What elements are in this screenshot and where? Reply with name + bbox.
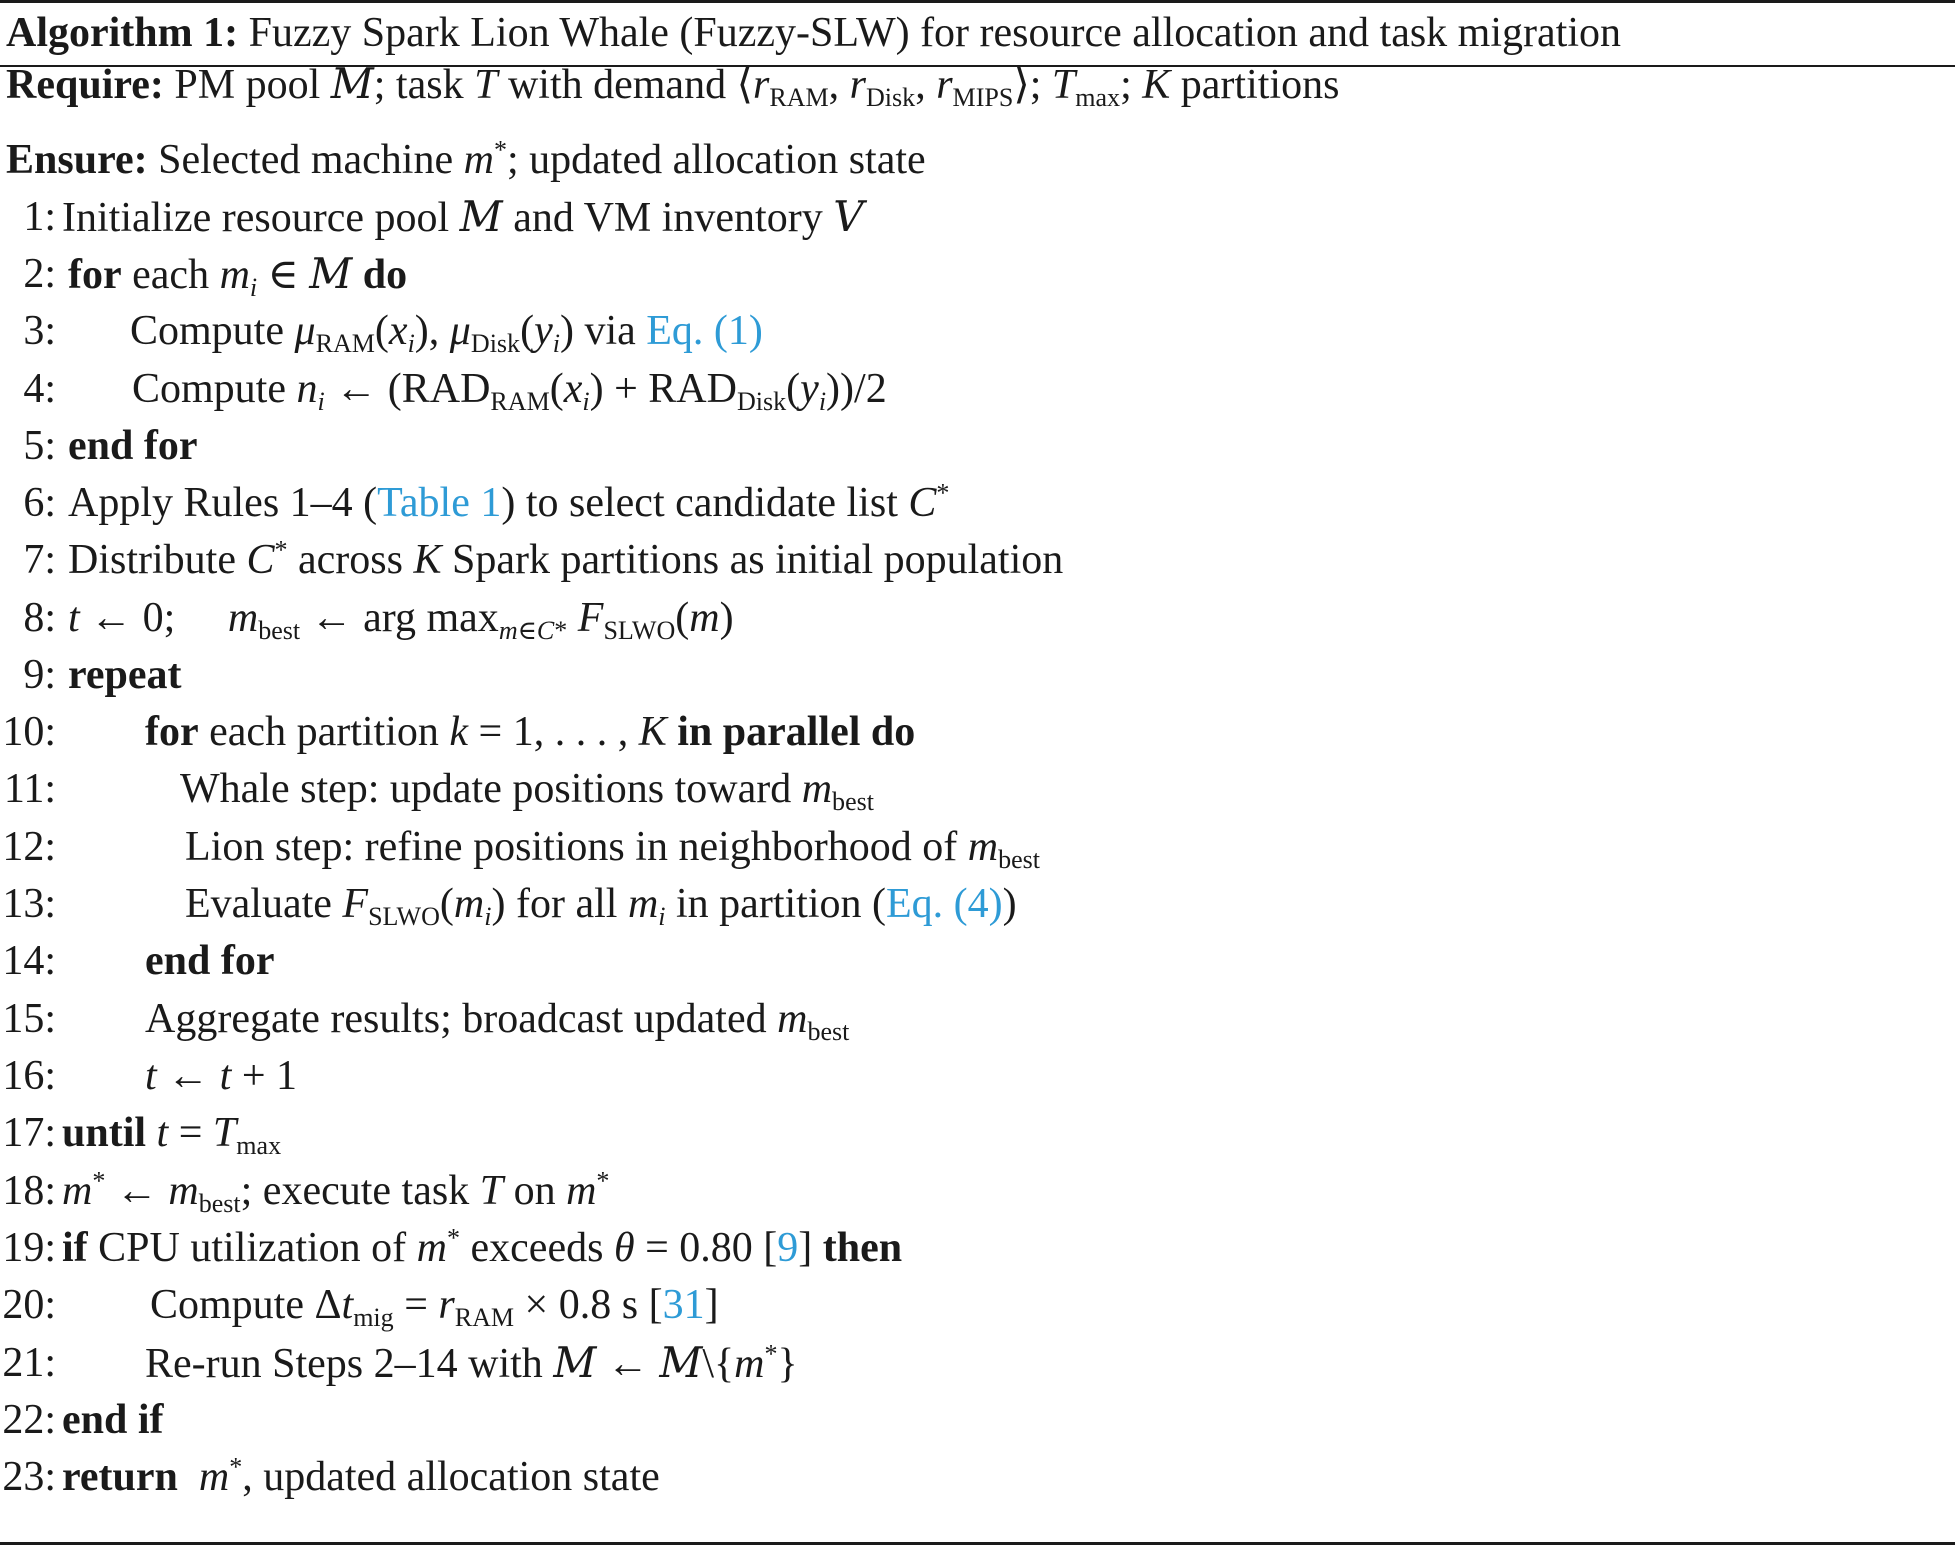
step-text: Re-run Steps 2–14 with [145, 1341, 543, 1387]
step-text: via [584, 308, 636, 354]
citation-link[interactable]: 31 [662, 1282, 705, 1328]
line-number: 20: [2, 1282, 56, 1328]
keyword: repeat [68, 652, 182, 698]
caption-text: Fuzzy Spark Lion Whale (Fuzzy-SLW) for resource allocation and task migration [248, 10, 1621, 56]
keyword: end for [68, 423, 198, 469]
line-number: 14: [2, 938, 56, 984]
step-text: Whale step: update positions toward [180, 766, 792, 812]
step-text: on [513, 1168, 556, 1214]
line-number: 7: [23, 537, 56, 583]
step-text: for all [515, 881, 618, 927]
line-number: 21: [2, 1340, 56, 1386]
line-number: 15: [2, 996, 56, 1042]
line-number: 18: [2, 1168, 56, 1214]
step-text: ] [704, 1282, 719, 1328]
line-number: 5: [23, 423, 56, 469]
step-text: across [298, 537, 403, 583]
citation-link[interactable]: 9 [777, 1225, 799, 1271]
step-text: Compute [132, 366, 286, 412]
keyword: end for [145, 938, 275, 984]
line-number: 16: [2, 1053, 56, 1099]
caption-label: Algorithm 1: [6, 10, 239, 56]
bottom-rule [0, 1542, 1955, 1545]
line-number: 10: [2, 709, 56, 755]
line-number: 6: [23, 480, 56, 526]
keyword: return [62, 1454, 178, 1500]
require-partitions: partitions [1180, 62, 1340, 108]
require-task: ; task [373, 62, 464, 108]
step-text: Evaluate [185, 881, 332, 927]
table-link[interactable]: Table 1 [377, 480, 502, 526]
line-number: 12: [2, 824, 56, 870]
require-pm-pool: PM pool [174, 62, 321, 108]
ensure-line: Ensure: Selected machine m*; updated allocation state [6, 135, 926, 183]
keyword: then [822, 1225, 903, 1271]
step-text: Initialize resource pool [62, 195, 450, 241]
step-text: Apply Rules 1–4 ( [68, 480, 378, 526]
line-number: 2: [23, 251, 56, 297]
algorithm-block: Algorithm 1: Fuzzy Spark Lion Whale (Fuzzy-SLW) for resource allocation and task migration Require: PM pool M; task T with demand $⟨r_{RAM}$, $r_{Disk}$, $r_{MIPS}⟩$; $T_{max}$; K partitions Ensure: Selected machine m*; updated allocation state 1: Initialize resource pool M and VM inventory V 2: for each $m_i$ ∈ M do 3: Compute $\mu_{RAM}(x_i)$, $\mu_{Disk}(y_i)$ via Eq. (1) 4: Compute $n_i$ ← $(RAD_{RAM}(x_i) + RAD_{Disk}(y_i))/2$ 5: end for 6: Apply Rules 1–4 (Table 1) to select candidate list C* 7: Distribute C* across K Spark partitions as initial population 8: t ← 0; $m_{best}$ ← arg $\max_{m\in C*} F_{SLWO}(m)$ 9: repeat 10: for each partition k = 1, . . . , K in parallel do 11: Whale step: update positions toward $m_{best}$ 12: Lion step: refine positions in neighborhood of $m_{best}$ 13: Evaluate $F_{SLWO}(m_i)$ for all $m_i$ in partition (Eq. (4)) 14: end for 15: Aggregate results; broadcast updated $m_{best}$ 16: t ← t + 1 17: until $t = T_{max}$ 18: m* ← $m_{best}$; execute task T on m* 19: if CPU utilization of m* exceeds θ = 0.80 [9] then 20: Compute $\Delta t_{mig} = r_{RAM} \times 0.8$ s [31] 21: Re-run Steps 2–14 with M ← M\{m*} 22: end if 23: return m*, updated allocation state [0, 0, 1959, 1548]
step-text: CPU utilization of [98, 1225, 407, 1271]
line-number: 9: [23, 652, 56, 698]
keyword: end if [62, 1397, 164, 1443]
top-rule [0, 0, 1955, 3]
line-number: 8: [23, 595, 56, 641]
line-number: 13: [2, 881, 56, 927]
step-text: Compute Δ [150, 1282, 342, 1328]
step-text: ) [1002, 881, 1017, 927]
line-number: 1: [23, 194, 56, 240]
algorithm-caption [6, 4, 1621, 62]
step-text: , updated allocation state [242, 1454, 660, 1500]
line-number: 19: [2, 1225, 56, 1271]
step-text: each [132, 252, 210, 298]
line-number: 4: [23, 366, 56, 412]
require-with-demand: with demand [507, 62, 727, 108]
equation-link[interactable]: Eq. (4) [885, 881, 1003, 927]
line-number: 11: [3, 766, 56, 812]
keyword: in parallel do [677, 709, 916, 755]
keyword: if [62, 1225, 88, 1271]
ensure-label: Ensure: [6, 137, 148, 183]
step-text: exceeds [470, 1225, 604, 1271]
step-text: ; execute task [240, 1168, 470, 1214]
step-text: and VM inventory [513, 195, 823, 241]
require-line: Require: PM pool M; task T with demand $⟨r_{RAM}$, $r_{Disk}$, $r_{MIPS}⟩$; $T_{max}$; K partitions [6, 59, 1340, 112]
step-text: ) to select candidate list [501, 480, 898, 526]
require-label: Require: [6, 62, 164, 108]
line-number: 23: [2, 1454, 56, 1500]
step-text: = 0.80 [ [634, 1225, 778, 1271]
keyword: for [68, 252, 122, 298]
step-text: ] [798, 1225, 813, 1271]
step-text: arg max [363, 595, 499, 641]
step-text: Lion step: refine positions in neighborhood of [185, 824, 958, 870]
ensure-text: Selected machine [158, 137, 454, 183]
require-separator: ; [1120, 62, 1132, 108]
step-text: Compute [130, 308, 284, 354]
keyword: until [62, 1110, 147, 1156]
equation-link[interactable]: Eq. (1) [646, 308, 763, 354]
line-number: 22: [2, 1397, 56, 1443]
keyword: do [362, 252, 408, 298]
step-text: Distribute [68, 537, 236, 583]
line-number: 17: [2, 1110, 56, 1156]
step-text: Aggregate results; broadcast updated [145, 996, 767, 1042]
step-text: each partition [209, 709, 439, 755]
ensure-rest: ; updated allocation state [506, 137, 926, 183]
step-text: Spark partitions as initial population [452, 537, 1064, 583]
step-text: × 0.8 s [ [514, 1282, 663, 1328]
keyword: for [145, 709, 199, 755]
step-text: in partition ( [676, 881, 886, 927]
line-number: 3: [23, 308, 56, 354]
